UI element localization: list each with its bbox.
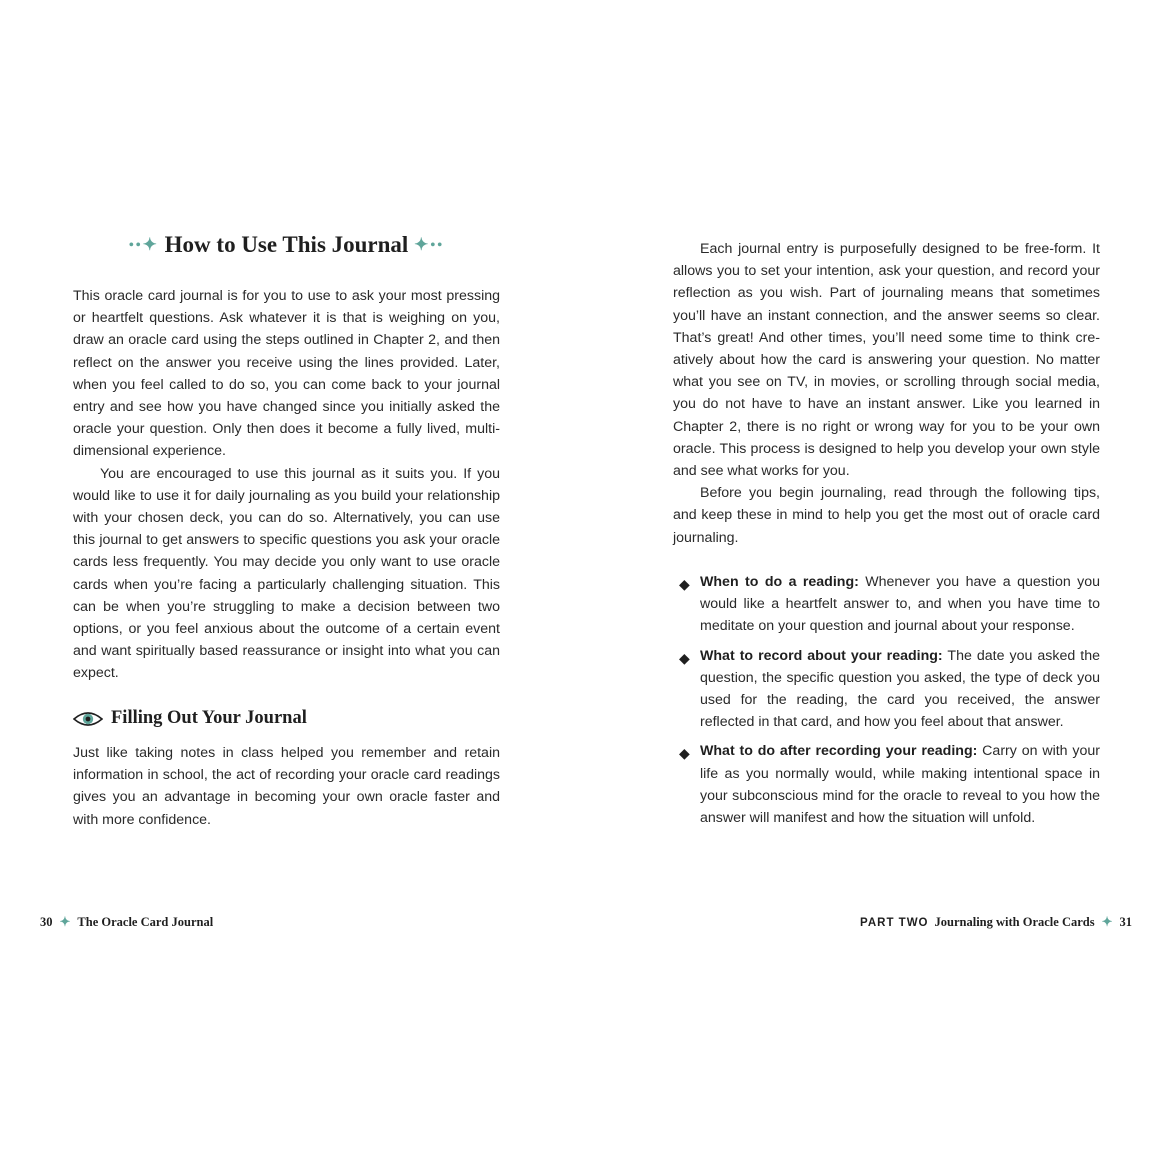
right-intro-text [673, 238, 1100, 549]
paragraph: Just like taking notes in class helped you remember and retain information in school, the act of recording your oracle card readings gives you an advantage in becoming your own oracle faster and with more confidence. [73, 745, 500, 828]
heading-ornament-right-icon: ✦•• [414, 235, 445, 254]
page-number: 30 [40, 915, 53, 929]
list-item [673, 740, 1100, 829]
filling-out-text [73, 742, 500, 831]
subheading [73, 708, 307, 729]
eye-icon [73, 709, 103, 729]
diamond-bullet-icon: ◆ [679, 745, 690, 762]
paragraph: Before you begin journaling, read through the following tips, and keep these in mind to help you get the most out of oracle card journaling. [673, 485, 1100, 546]
list-item-text: Carry on with your life as you normally would, while making intentional space in your subconscious mind for the oracle to reveal to you how the answer will manifest and how the situation will unfold. [700, 743, 1100, 827]
list-item-label: When to do a reading: [700, 574, 859, 590]
left-footer [40, 914, 213, 930]
main-heading-text: How to Use This Journal [164, 232, 409, 257]
page-number: 31 [1119, 915, 1132, 929]
diamond-bullet-icon: ◆ [679, 576, 690, 592]
footer-star-icon: ✦ [59, 914, 71, 929]
tips-list [673, 571, 1100, 836]
part-label: PART TWO [860, 917, 929, 929]
list-item [673, 645, 1100, 734]
right-footer [860, 914, 1132, 930]
list-item-text: Whenever you have a question you would like a heartfelt answer to, and when you have time to meditate on your question and journal about your response. [700, 574, 1101, 635]
footer-star-icon: ✦ [1101, 914, 1113, 929]
paragraph: Each journal entry is purposefully designed to be free-form. It allows you to set your intention, ask your question, and record your reflection as you wish. Part of journaling means that sometimes you’ll have an instant connection, and the answer seems so clear. That’s great! And other times, you’ll need some time to think creatively about how the card is answering your question. No matter what you see on TV, in movies, or scrolling through social media, you do not have to have an instant answer. Like you learned in Chapter 2, there is no right or wrong way for you to be your own oracle. This process is designed to help you develop your own style and see what works for you. [673, 241, 1100, 480]
left-page [0, 0, 586, 1173]
book-title: The Oracle Card Journal [77, 915, 214, 929]
diamond-bullet-icon: ◆ [679, 649, 690, 666]
subheading-text: Filling Out Your Journal [111, 708, 307, 728]
right-page [587, 0, 1173, 1173]
left-intro-text [73, 285, 500, 685]
paragraph: You are encouraged to use this journal as it suits you. If you would like to use it for daily journaling as you build your relationship with your chosen deck, you can do so. Alternatively, you can use this journal to get answers to specific questions you ask your oracle cards less frequently. You may decide you only want to use oracle cards when you’re facing a particularly challenging situation. This can be when you’re struggling to make a decision between two options, or you feel anxious about the outcome of a certain event and want spiritually based reassurance or insight into what you can expect. [73, 465, 500, 682]
paragraph: This oracle card journal is for you to use to ask your most pressing or heartfelt questions. Ask whatever it is that is weighing on you, draw an oracle card using the steps outlined in Chapter 2, and then reflect on the answer you receive using the lines provided. Later, when you feel called to do so, you can come back to your journal entry and see how you have changed since you initially asked the oracle your question. Only then does it become a fully lived, multidimensional experience. [73, 288, 500, 460]
list-item-text: The date you asked the question, the specific question you asked, the type of deck you used for the reading, the card you received, the answer reflected in that card, and how you feel about that answer. [700, 647, 1100, 731]
list-item-label: What to do after recording your reading: [700, 743, 978, 760]
list-item [673, 571, 1100, 638]
main-heading [73, 232, 500, 258]
heading-ornament-left-icon: ••✦ [128, 235, 159, 254]
list-item-label: What to record about your reading: [700, 647, 943, 664]
section-title: Journaling with Oracle Cards [934, 915, 1095, 929]
